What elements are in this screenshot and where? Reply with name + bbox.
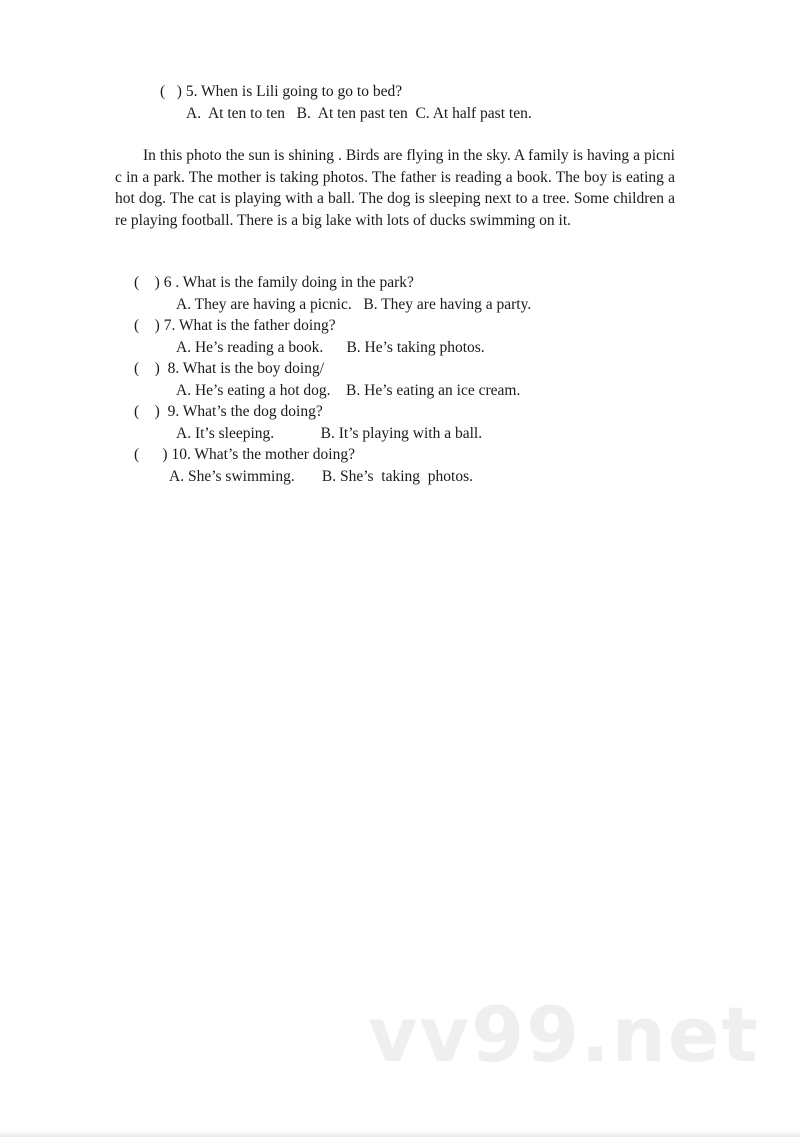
question-6-options: A. They are having a picnic. B. They are having a party. (176, 296, 532, 313)
question-10-options: A. She’s swimming. B. She’s taking photos. (169, 468, 473, 485)
watermark-logo: vv99.net (368, 990, 760, 1079)
question-5-options: A. At ten to ten B. At ten past ten C. At half past ten. (186, 105, 532, 122)
question-8-options: A. He’s eating a hot dog. B. He’s eating an ice cream. (176, 382, 521, 399)
question-10: ( ) 10. What’s the mother doing? (134, 446, 355, 463)
question-7: ( ) 7. What is the father doing? (134, 317, 336, 334)
question-6: ( ) 6 . What is the family doing in the park? (134, 274, 414, 291)
question-9: ( ) 9. What’s the dog doing? (134, 403, 323, 420)
question-7-options: A. He’s reading a book. B. He’s taking photos. (176, 339, 485, 356)
question-9-options: A. It’s sleeping. B. It’s playing with a ball. (176, 425, 483, 442)
page-bottom-edge (0, 1130, 800, 1137)
reading-passage: In this photo the sun is shining . Birds are flying in the sky. A family is having a picnic in a park. The mother is taking photos. The father is reading a book. The boy is eating a hot dog. The cat is playing with a ball. The dog is sleeping next to a tree. Some children are playing football. There is a big lake with lots of ducks swimming on it. (115, 147, 675, 229)
question-8: ( ) 8. What is the boy doing/ (134, 360, 324, 377)
question-5: ( ) 5. When is Lili going to go to bed? (160, 83, 403, 100)
